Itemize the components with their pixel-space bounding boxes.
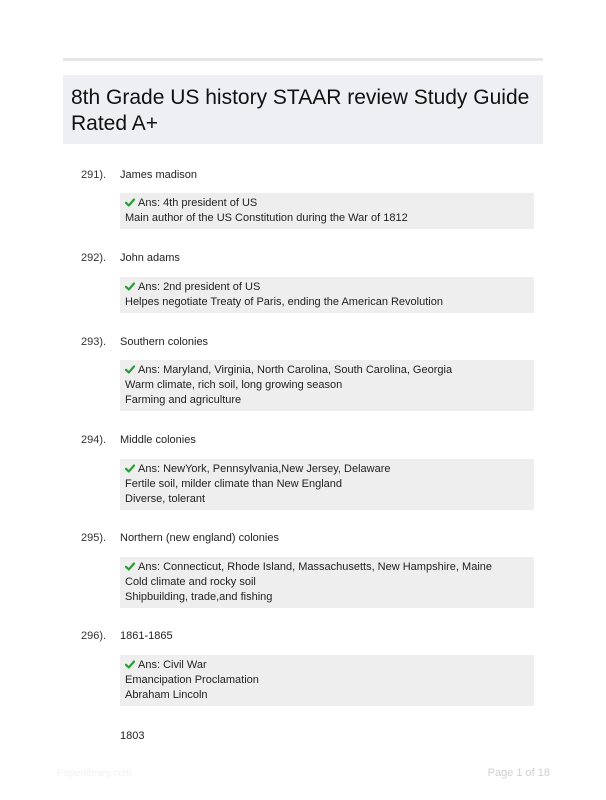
item-question: James madison	[120, 169, 198, 181]
item-number: 293).	[81, 336, 107, 348]
answer-line: Ans: Maryland, Virginia, North Carolina, South Carolina, Georgia	[125, 363, 529, 378]
answer-line: Helpes negotiate Treaty of Paris, ending the American Revolution	[125, 296, 443, 308]
item-number: 291).	[81, 169, 107, 181]
title-banner	[63, 75, 543, 144]
item-number: 296).	[81, 630, 107, 642]
answer-line: Warm climate, rich soil, long growing season	[125, 379, 343, 391]
answer-box	[120, 193, 534, 229]
answer-line: Cold climate and rocky soil	[125, 576, 256, 588]
answer-box	[120, 277, 534, 313]
check-icon	[125, 562, 135, 571]
check-icon	[125, 198, 135, 207]
top-divider	[63, 58, 543, 61]
item-question: Northern (new england) colonies	[120, 532, 279, 544]
answer-line: Emancipation Proclamation	[125, 674, 259, 686]
answer-line: Ans: Civil War	[125, 658, 529, 673]
answer-line: Diverse, tolerant	[125, 493, 206, 505]
item-number: 294).	[81, 434, 107, 446]
item-question: 1861-1865	[120, 630, 173, 642]
answer-box	[120, 557, 534, 608]
answer-box	[120, 360, 534, 411]
check-icon	[125, 365, 135, 374]
answer-line: Main author of the US Constitution during the War of 1812	[125, 212, 408, 224]
answer-line: Ans: NewYork, Pennsylvania,New Jersey, Delaware	[125, 462, 529, 477]
check-icon	[125, 464, 135, 473]
answer-line: Ans: Connecticut, Rhode Island, Massachusetts, New Hampshire, Maine	[125, 560, 529, 575]
item-number: 292).	[81, 252, 107, 264]
page-number: Page 1 of 18	[487, 767, 550, 779]
answer-box	[120, 655, 534, 706]
answer-line: Shipbuilding, trade,and fishing	[125, 591, 273, 603]
answer-line: Fertile soil, milder climate than New England	[125, 478, 343, 490]
answer-line: Farming and agriculture	[125, 394, 242, 406]
answer-line: Ans: 2nd president of US	[125, 280, 529, 295]
answer-line: Abraham Lincoln	[125, 689, 208, 701]
answer-line: Ans: 4th president of US	[125, 196, 529, 211]
check-icon	[125, 660, 135, 669]
item-question: Southern colonies	[120, 336, 209, 348]
page-title: 8th Grade US history STAAR review Study Guide Rated A+	[71, 86, 530, 135]
item-question: John adams	[120, 252, 180, 264]
item-question: Middle colonies	[120, 434, 196, 446]
footer-watermark: Paperlibrary.com	[57, 768, 132, 779]
item-number: 295).	[81, 532, 107, 544]
answer-box	[120, 459, 534, 510]
next-item-question: 1803	[120, 730, 145, 742]
check-icon	[125, 282, 135, 291]
